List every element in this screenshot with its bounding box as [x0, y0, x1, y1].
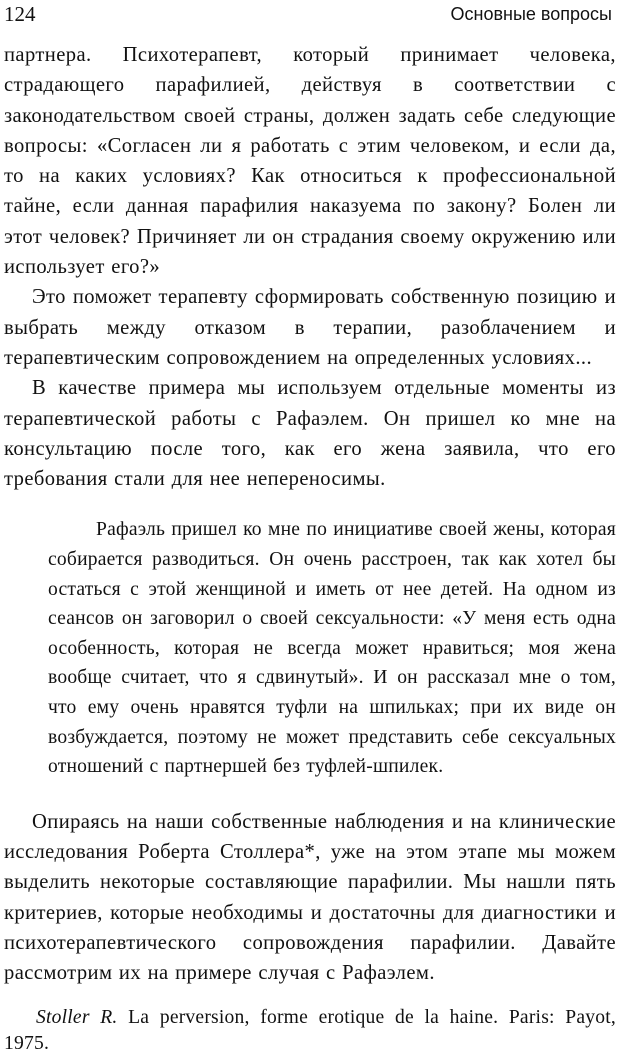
case-study-block [48, 515, 616, 781]
paragraph-example-intro: В качестве примера мы используем отдельные моменты из терапевтической работы с Рафаэлем. Он пришел ко мне на консультацию после того, как его жена заявила, что его требования стали для нее непереносимы. [4, 377, 616, 491]
page-number: 124 [4, 2, 36, 26]
analysis-section [4, 807, 616, 989]
footnote-author: Stoller R. [36, 1006, 118, 1028]
main-text [4, 40, 616, 1057]
paragraph-criteria: Опираясь на наши собственные наблюдения и на клинические исследования Роберта Столлера*, уже на этом этапе мы можем выделить некоторые составляющие парафилии. Мы нашли пять критериев, которые необходимы и достаточны для диагностики и психотерапевтического сопровождения парафилии. Давайте рассмотрим их на примере случая с Рафаэлем. [4, 810, 616, 985]
paragraph-position: Это поможет терапевту сформировать собственную позицию и выбрать между отказом в терапии, разоблачением и терапевтическим сопровождением на определенных условиях... [4, 286, 616, 369]
page-header [0, 0, 620, 30]
running-title: Основные вопросы [450, 4, 612, 24]
paragraph-continuation: партнера. Психотерапевт, который принимает человека, страдающего парафилией, действуя в соответствии с законодательством своей страны, должен задать себе следующие вопросы: «Согласен ли я работать с этим человеком, и если да, то на каких условиях? Как относиться к профессиональной тайне, если данная парафилия наказуема по закону? Болен ли этот человек? Причиняет ли он страдания своему окружению или использует его?» [4, 44, 616, 279]
case-study-text: Рафаэль пришел ко мне по инициативе своей жены, которая собирается разводиться. Он очень расстроен, так как хотел бы остаться с этой женщиной и иметь от нее детей. На одном из сеансов он заговорил о своей сексуальности: «У меня есть одна особенность, которая не всегда может нравиться; моя жена вообще считает, что я сдвинутый». И он рассказал мне о том, что ему очень нравятся туфли на шпильках; при их виде он возбуждается, поэтому не может представить себе сексуальных отношений с партнершей без туфлей-шпилек. [48, 519, 616, 778]
footnote-text [4, 1005, 616, 1057]
footnote [4, 1005, 616, 1057]
footnote-reference: La perversion, forme erotique de la haine. Paris: Payot, 1975. [4, 1006, 616, 1054]
